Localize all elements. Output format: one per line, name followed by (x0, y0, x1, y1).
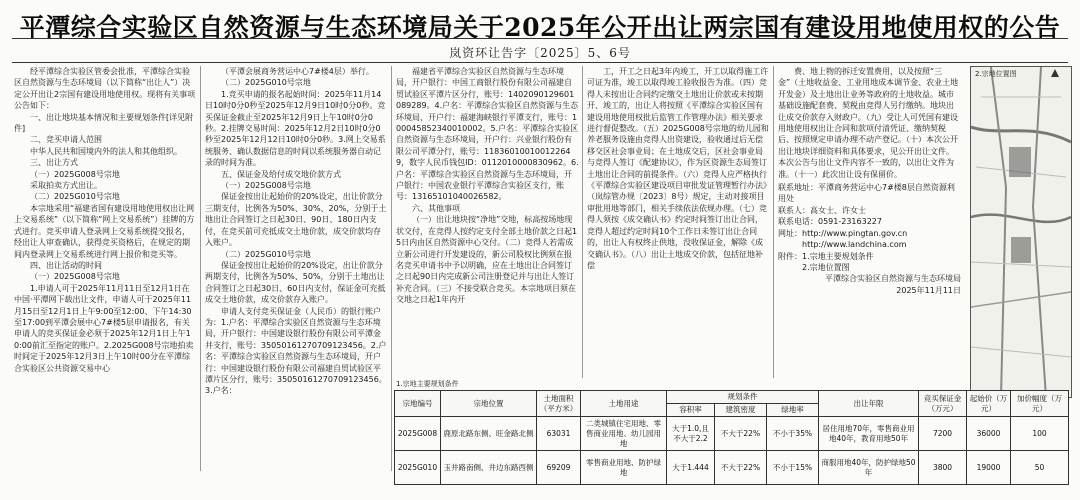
column-header: 宗地编号 (395, 391, 441, 417)
paragraph: 福建省平潭综合实验区自然资源与生态环境局，开户银行：中国工商银行股份有限公司福建自贸试验区平潭片区分行，账号：1402090129601089289。4.户名：平潭综合实验区自然资源与生态环境局，开户行：福建海峡银行平潭支行，账号：100045852340010002。5.户名：平潭综合实验区自然资源与生态环境局，开户行：兴业银行股份有限公司平潭分行，账号：118360100100122649，数字人民币钱包ID：0112010000830962。6.户名：平潭综合实验区自然资源与生态环境局，开户银行：中国农业银行平潭综合实验区支行，账号：13165101040026582。 (396, 67, 579, 202)
cell-green: 不小于15% (767, 451, 819, 485)
table-header-row (395, 391, 1069, 404)
column-header: 宗地位置 (441, 391, 537, 417)
contact-address: 联系地址：平潭商务营运中心7#楼8层自然资源利用处 (778, 183, 955, 204)
paragraph: 中华人民共和国境内外的法人和其他组织。 (30, 146, 182, 156)
text-column-2 (205, 66, 388, 461)
paragraph: 三、出让方式 (30, 158, 78, 168)
location-map (970, 66, 1072, 398)
paragraph: （一）2025G008号宗地 (30, 272, 120, 282)
notice-title: 平潭综合实验区自然资源与生态环境局关于2025年公开出让两宗国有建设用地使用权的公告 (19, 13, 1061, 42)
column-header: 加价幅度（万元） (1011, 391, 1069, 417)
issuer-name: 平潭综合实验区自然资源与生态环境局 (825, 274, 961, 284)
cell-term: 居住用地70年，零售商业用地40年，教育用地50年 (819, 417, 919, 451)
paragraph: （二）2025G010号宗地 (221, 249, 311, 259)
paragraph: （二）2025G010号宗地 (221, 78, 311, 88)
text-column-1 (14, 66, 197, 471)
cell-use: 零售商业用地、防护绿地 (581, 451, 667, 485)
paragraph: 保证金按出让起始价的20%设定，出让价款分两期支付，比例各为50%、50%，分别于土地出让合同签订之日起30日、60日内支付，保证金可充抵成交土地价款，成交价款存入账户。 (205, 260, 386, 305)
paragraph: （一）2025G008号宗地 (30, 169, 120, 179)
attachment-item: 2.宗地位置图 (802, 262, 850, 272)
cell-far: 大于1.0,且不大于2.2 (667, 417, 715, 451)
column-header: 竞买保证金（万元） (919, 391, 967, 417)
paragraph: （平潭会展商务营运中心7#楼4层）举行。 (221, 67, 374, 76)
paragraph: 六、其他事项 (412, 203, 460, 213)
paragraph: 经平潭综合实验区管委会批准，平潭综合实验区自然资源与生态环境局（以下简称“出让人”）决定公开出让2宗国有建设用地使用权。现将有关事项公告如下： (14, 67, 196, 111)
column-header: 出让年限 (819, 391, 919, 417)
column-divider (582, 66, 583, 378)
cell-density: 不大于22% (715, 451, 767, 485)
paragraph: （一）出让地块按“净地”交地，标高按场地现状交付，在竞得人按约定支付全部土地价款之日起15日内由区自然资源中心交付。（二）竞得人若需成立新公司进行开发建设的，新公司股权比例须在报名竞买申请书中予以明确，应在土地出让合同签订之日起90日内完成新公司注册登记并与出让人签订补充合同。（三）不接受联合竞买。本宗地项目须在交地之日起1年内开 (396, 215, 578, 305)
paragraph: 1.竞买申请的报名起始时间：2025年11月14日10时0分0秒至2025年12月9日10时0分0秒。竞买保证金截止至2025年12月9日上午10时0分0秒。2.挂牌交易时间：2025年12月2日10时0分0秒至2025年12月12日10时0分0秒。3.网上交易系统服务、确认数据信息的时间以系统服务器自动记录的时间为准。 (205, 89, 386, 168)
table-row (395, 417, 1069, 451)
paragraph: 费、地上物的拆迁安置费用，以及按照“三金”（土地收益金、工业用地成本调节金、农业土地开发金）及土地出让业务等政府的土地收益。城市基础设施配套费、契税由竞得人另行缴纳。地块出让成交价款存入财政户。（九）受让人可凭国有建设用地使用权出让合同和款项付清凭证、缴纳契税后、按照规定申请办理不动产登记。（十）本次公开出让地块详细资料和具体要求，见公开出让文件。本次公告与出让文件内容不一致的，以出让文件为准。（十一）此次出让设有保留价。 (778, 67, 959, 179)
website-link[interactable]: 网址：http://www.pingtan.gov.cn (778, 228, 908, 238)
cell-start: 36000 (967, 417, 1011, 451)
cell-area: 63031 (537, 417, 581, 451)
cell-use: 二类城镇住宅用地、零售商业用地、幼儿园用地 (581, 417, 667, 451)
contact-phone: 联系电话：0591-23163227 (778, 217, 882, 227)
column-header: 规划条件 (667, 391, 819, 404)
cell-code: 2025G008 (395, 417, 441, 451)
header-rule (12, 62, 1068, 63)
cell-location: 鹿原北路东侧、旺金路北侧 (441, 417, 537, 451)
column-divider (200, 66, 201, 471)
text-column-4 (587, 66, 770, 396)
cell-code: 2025G010 (395, 451, 441, 485)
paragraph: 五、保证金及给付成交地价款方式 (221, 169, 341, 179)
issue-date: 2025年11月11日 (896, 285, 961, 295)
column-divider (391, 66, 392, 471)
website-link[interactable]: http://www.landchina.com (802, 240, 907, 250)
document-number: 岚资环让告字〔2025〕5、6号 (449, 46, 631, 60)
column-header: 土地面积（平方米） (537, 391, 581, 417)
cell-start: 19000 (967, 451, 1011, 485)
column-divider (773, 66, 774, 378)
table-title: 1.宗地主要规划条件 (396, 380, 459, 388)
paragraph: 1.申请人可于2025年11月11日至12月1日在中国·平潭网下载出让文件，申请人可于2025年11月15日至12月1日上午9:00至12:00、下午14:30至17:00到平潭会展中心7#楼5层申请报名，有关申请人的竞买保证金必须于2025年12月1日上午10:00前汇至指定的账户。2.2025G008号宗地拍卖时间定于2025年12月3日上午10时00分在平潭综合实验区公共资源交易中心 (14, 283, 194, 373)
contact-person: 联系人：高女士、许女士 (778, 205, 866, 215)
attachment-item: 附件：1.宗地主要规划条件 (778, 251, 874, 261)
planning-conditions-table (394, 390, 1069, 485)
cell-area: 69209 (537, 451, 581, 485)
cell-green: 不小于35% (767, 417, 819, 451)
cell-deposit: 7200 (919, 417, 967, 451)
table-row (395, 451, 1069, 485)
column-header: 起始价（万元） (967, 391, 1011, 417)
contact-block (778, 182, 961, 296)
cell-deposit: 3800 (919, 451, 967, 485)
paragraph: 本宗地采用“福建省国有建设用地使用权出让网上交易系统”（以下简称“网上交易系统”）挂牌的方式进行。竞买申请人登录网上交易系统提交报名，经出让人审查确认，获得竞买资格后，在规定的期间内登录网上交易系统进行网上报价和竞买等。 (14, 203, 195, 259)
cell-increment: 100 (1011, 417, 1069, 451)
cell-term: 商服用地40年，防护绿地50年 (819, 451, 919, 485)
paragraph: 一、出让地块基本情况和主要规划条件[详见附件] (14, 112, 194, 134)
paragraph: 采取拍卖方式出让。 (30, 181, 102, 191)
map-drawing (971, 67, 1071, 397)
map-title: 2.宗地位置图 (975, 70, 1017, 78)
paragraph: 工，开工之日起3年内竣工，开工以取得施工许可证为准，竣工以取得竣工验收报告为准。（四）竞得人未按出让合同约定缴交土地出让价款或未按期开、竣工的，出让人将按照《平潭综合实验区国有建设用地使用权批后监管工作管理办法》相关要求进行督促整改。（五）2025G008号宗地的幼儿园和养老服务设施由竞得人出资建设，验收通过后无偿移交区社会事业局；在土地成交后，区社会事业局与竞得人签订《配建协议》，作为区资源生态局签订土地出让合同的前提条件。（六）竞得人应严格执行《平潭综合实验区建设项目审批发证管理暂行办法》（岚综管办规〔2023〕8号）规定，主动对接项目审批用地等部门，相关手续依法依规办理。（七）竞得人须按《成交确认书》约定时间签订出让合同，竞得人超过约定时间10个工作日未签订出让合同的，出让人有权终止供地，没收保证金，解除《成交确认书》。（八）出让土地成交价款，包括征地补偿 (587, 67, 769, 270)
cell-far: 大于1.444 (667, 451, 715, 485)
cell-increment: 50 (1011, 451, 1069, 485)
cell-location: 玉井路南侧、井边东路西侧 (441, 451, 537, 485)
paragraph: （一）2025G008号宗地 (221, 181, 311, 191)
paragraph: 保证金按出让起始价的20%设定，出让价款分三期支付，比例各为50%、30%、20%，分别于土地出让合同签订之日起30日、90日、180日内支付，在竞买前可充抵成交土地价款，成交价款均存入账户。 (205, 192, 387, 248)
text-column-3 (396, 66, 579, 396)
column-header: 土地用途 (581, 391, 667, 417)
title-rule (12, 38, 1068, 39)
paragraph: 申请人支付竞买保证金（人民币）的银行账户为：1.户名：平潭综合实验区自然资源与生态环境局，开户银行：中国建设银行股份有限公司平潭金井支行，账号：35050161270709123456。2.户名：平潭综合实验区自然资源与生态环境局，开户行：中国建设银行股份有限公司福建自贸试验区平潭片区分行，账号：35050161270709123456。3.户名： (205, 306, 387, 396)
paragraph: 四、出让活动的时间 (30, 260, 102, 270)
text-column-5 (778, 66, 961, 396)
column-header: 绿地率 (767, 404, 819, 417)
paragraph: 二、竞买申请人范围 (30, 135, 102, 145)
column-header: 建筑密度 (715, 404, 767, 417)
column-header: 容积率 (667, 404, 715, 417)
paragraph: （二）2025G010号宗地 (30, 192, 120, 202)
cell-density: 不大于22% (715, 417, 767, 451)
